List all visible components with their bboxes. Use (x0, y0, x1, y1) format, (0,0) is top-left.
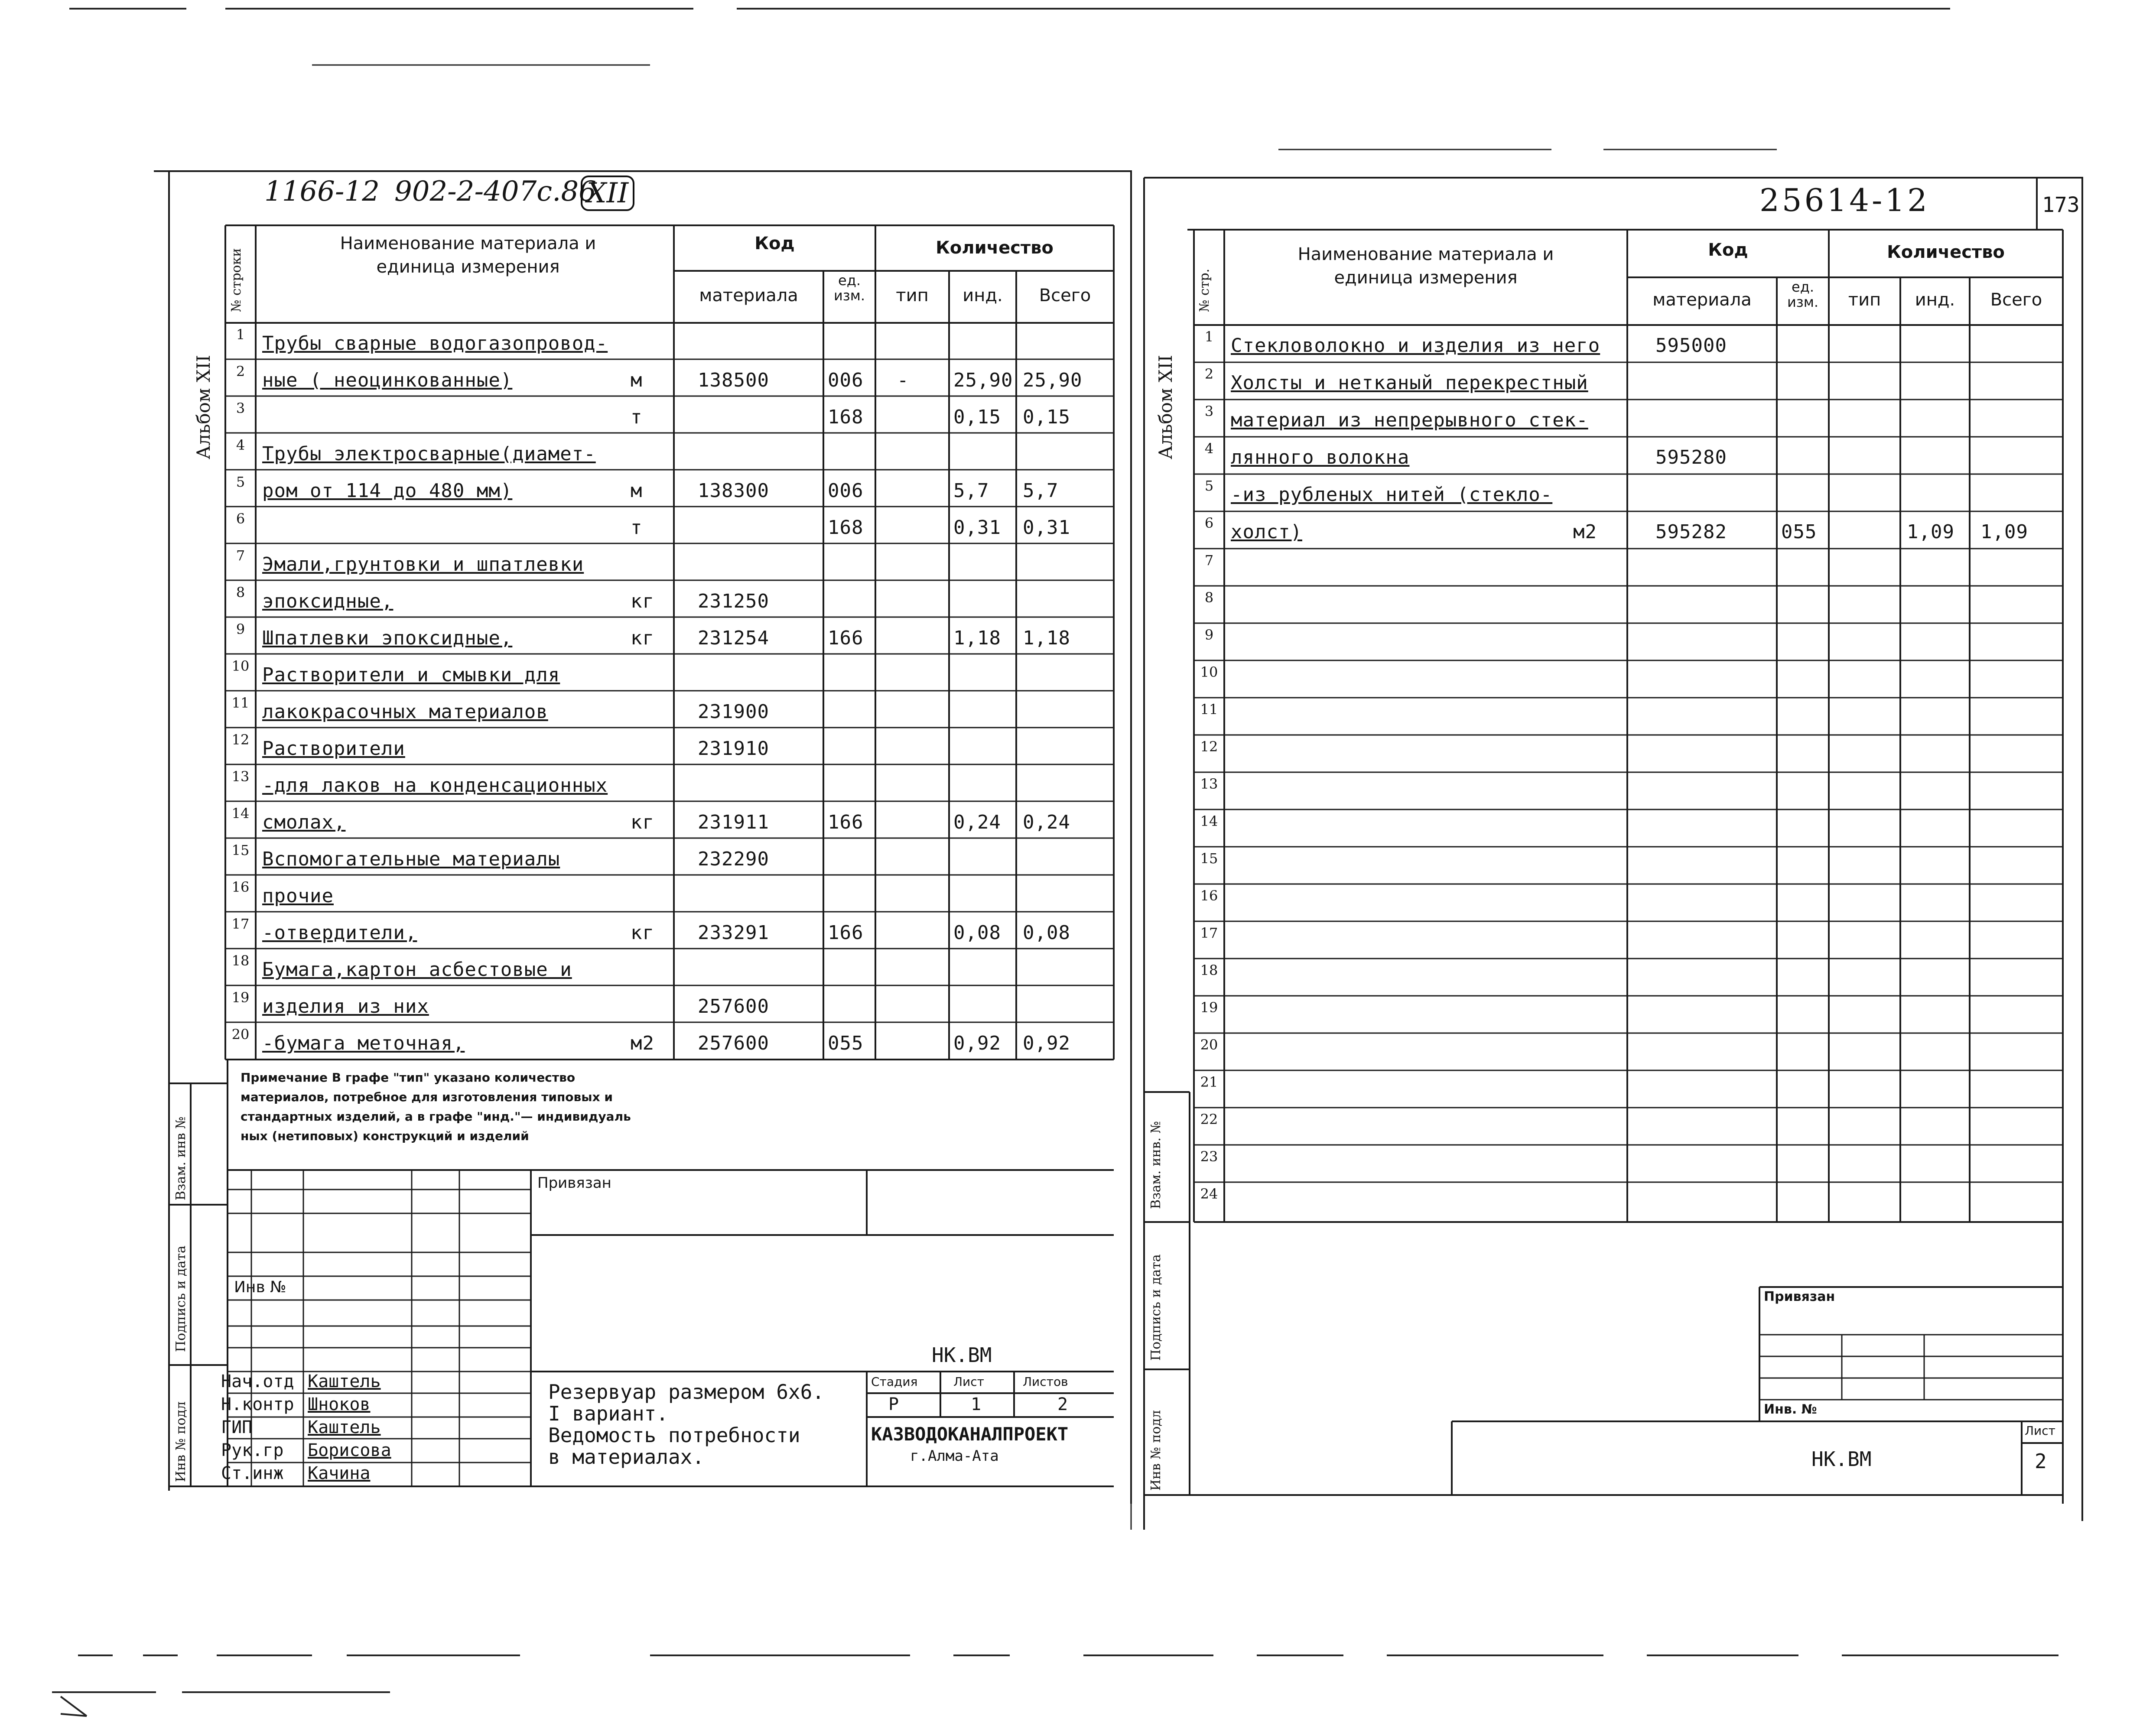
left-doc-number: 1166-12 (264, 176, 380, 208)
left-row-name: Вспомогательные материалы (262, 848, 560, 870)
left-row-unit-code: 055 (828, 1032, 864, 1054)
left-row-qty-total: 25,90 (1023, 369, 1083, 391)
left-vert-label-1: Взам. инв № (173, 1116, 189, 1200)
right-header-code: Код (1708, 240, 1748, 260)
left-row-number: 2 (236, 363, 245, 380)
signature-role: Нач.отд (221, 1372, 294, 1391)
right-row-code: 595282 (1655, 521, 1727, 543)
right-row-number: 11 (1200, 701, 1218, 718)
left-row-name: -бумага меточная, (262, 1032, 465, 1054)
right-row-number: 9 (1204, 627, 1214, 643)
left-vert-label-2: Подпись и дата (173, 1245, 189, 1352)
left-row-name: эпоксидные, (262, 590, 393, 612)
right-row-name: холст) (1231, 521, 1302, 543)
left-row-code: 231250 (698, 590, 769, 612)
left-sheets-header: Листов (1023, 1375, 1068, 1389)
signature-role: Н.контр (221, 1394, 294, 1414)
left-row-name: Растворители (262, 738, 405, 760)
right-row-number: 15 (1200, 850, 1218, 867)
left-row-number: 12 (231, 731, 250, 748)
left-row-unit: кг (631, 811, 654, 833)
left-row-name: ные ( неоцинкованные) (262, 369, 513, 391)
left-album-label: Альбом XII (193, 354, 214, 459)
left-row-code: 233291 (698, 922, 769, 944)
right-row-name: Холсты и нетканый перекрестный (1231, 372, 1588, 394)
right-row-unit-code: 055 (1781, 521, 1817, 543)
right-row-number: 12 (1200, 738, 1218, 755)
left-row-qty-ind: 1,18 (953, 627, 1001, 649)
left-row-name: Растворители и смывки для (262, 664, 560, 686)
right-row-number: 13 (1200, 776, 1218, 792)
right-row-number: 17 (1200, 925, 1218, 941)
right-row-number: 18 (1200, 962, 1218, 978)
left-row-code: 231900 (698, 701, 769, 723)
left-bound-label: Привязан (537, 1174, 611, 1192)
left-row-number: 15 (231, 842, 250, 858)
left-org: КАЗВОДОКАНАЛПРОЕКТ (871, 1424, 1069, 1445)
right-row-number: 21 (1200, 1074, 1218, 1090)
left-row-name: лакокрасочных материалов (262, 701, 548, 723)
left-row-code: 232290 (698, 848, 769, 870)
left-row-number: 16 (231, 879, 250, 895)
left-header-ind: инд. (963, 286, 1003, 306)
left-row-unit-code: 166 (828, 922, 864, 944)
left-row-number: 19 (231, 989, 250, 1006)
right-sheet-number: 2 (2035, 1450, 2047, 1473)
left-row-number: 6 (236, 510, 245, 527)
left-row-number: 13 (231, 768, 250, 785)
right-row-number: 23 (1200, 1148, 1218, 1165)
left-note-4: ных (нетиповых) конструкций и изделий (241, 1129, 529, 1143)
left-header-typ: тип (896, 286, 929, 306)
left-row-code: 257600 (698, 995, 769, 1017)
left-row-name: смолах, (262, 811, 346, 833)
left-row-code: 138300 (698, 480, 769, 502)
left-row-number: 1 (236, 326, 245, 343)
left-vert-label-3: Инв № подл (173, 1401, 189, 1482)
left-row-unit: т (631, 517, 643, 539)
right-header-qty: Количество (1887, 242, 2005, 262)
left-row-unit-code: 168 (828, 517, 864, 539)
left-row-name: Эмали,грунтовки и шпатлевки (262, 553, 584, 575)
left-row-name: Шпатлевки эпоксидные, (262, 627, 513, 649)
left-title-line-3: Ведомость потребности (548, 1424, 800, 1447)
left-row-name: прочие (262, 885, 334, 907)
left-sheet-code: НК.ВМ (932, 1343, 992, 1367)
right-row-number: 7 (1204, 552, 1214, 569)
left-row-name: -для лаков на конденсационных (262, 774, 608, 796)
right-row-name: лянного волокна (1231, 446, 1410, 468)
left-org-city: г.Алма-Ата (910, 1447, 999, 1465)
signature-role: Ст.инж (221, 1463, 284, 1483)
right-row-number: 19 (1200, 999, 1218, 1016)
left-row-qty-total: 0,31 (1023, 517, 1070, 539)
left-row-unit: кг (631, 922, 654, 944)
left-note-2: материалов, потребное для изготовления типовых и (241, 1090, 613, 1104)
left-row-code: 231910 (698, 738, 769, 760)
left-header-total: Всего (1039, 286, 1091, 306)
left-stage-header: Стадия (871, 1375, 918, 1389)
left-row-qty-total: 1,18 (1023, 627, 1070, 649)
left-row-number: 9 (236, 621, 245, 637)
signature-role: Рук.гр (221, 1440, 284, 1460)
left-row-number: 10 (231, 658, 250, 674)
right-header-typ: тип (1848, 290, 1881, 310)
right-row-number: 1 (1204, 328, 1214, 345)
signature-name: Шноков (308, 1394, 371, 1414)
left-row-qty-ind: 0,08 (953, 922, 1001, 944)
signature-name: Каштель (308, 1372, 381, 1391)
right-vert-label-2: Подпись и дата (1148, 1254, 1164, 1361)
left-row-code: 231254 (698, 627, 769, 649)
left-row-unit-code: 166 (828, 627, 864, 649)
left-row-unit-code: 168 (828, 406, 864, 428)
right-row-code: 595280 (1655, 446, 1727, 468)
left-title-line-1: Резервуар размером 6х6. (548, 1380, 824, 1404)
signature-role: ГИП (221, 1417, 253, 1437)
left-stage-value: Р (888, 1394, 899, 1414)
left-header-qty: Количество (936, 238, 1054, 258)
left-row-no-header: № строки (229, 248, 244, 312)
left-row-qty-ind: 5,7 (953, 480, 989, 502)
right-row-number: 6 (1204, 515, 1214, 531)
left-row-unit: м (631, 480, 643, 502)
right-row-unit: м2 (1573, 521, 1597, 543)
left-row-number: 11 (231, 695, 250, 711)
left-row-unit-code: 006 (828, 480, 864, 502)
right-row-name: материал из непрерывного стек- (1231, 409, 1588, 431)
left-row-unit-code: 166 (828, 811, 864, 833)
right-row-name: -из рубленых нитей (стекло- (1231, 484, 1553, 506)
signature-name: Качина (308, 1463, 371, 1483)
right-row-qty-ind: 1,09 (1907, 521, 1954, 543)
left-row-qty-total: 5,7 (1023, 480, 1059, 502)
left-row-qty-total: 0,24 (1023, 811, 1070, 833)
left-row-qty-total: 0,08 (1023, 922, 1070, 944)
right-header-total: Всего (1990, 290, 2042, 310)
left-title-line-4: в материалах. (548, 1445, 705, 1469)
right-header-ind: инд. (1915, 290, 1955, 310)
left-inv-no: Инв № (234, 1278, 286, 1296)
right-row-number: 10 (1200, 664, 1218, 680)
left-row-qty-ind: 0,15 (953, 406, 1001, 428)
left-header-code: Код (754, 234, 795, 254)
left-row-unit-code: 006 (828, 369, 864, 391)
left-header-name: Наименование материала и единица измерения (340, 234, 596, 277)
left-row-number: 18 (231, 952, 250, 969)
left-row-unit: м2 (631, 1032, 654, 1054)
left-row-code: 257600 (698, 1032, 769, 1054)
left-row-code: 138500 (698, 369, 769, 391)
right-row-number: 20 (1200, 1037, 1218, 1053)
right-doc-number: 25614-12 (1759, 182, 1930, 218)
right-row-number: 4 (1204, 440, 1214, 457)
right-sheet-code: НК.ВМ (1811, 1447, 1872, 1471)
left-header-unit: ед. изм. (833, 272, 865, 304)
right-row-name: Стекловолокно и изделия из него (1231, 335, 1600, 357)
right-row-qty-total: 1,09 (1980, 521, 2028, 543)
left-row-number: 17 (231, 916, 250, 932)
right-row-no-header: № стр. (1197, 268, 1212, 312)
left-sheet-value: 1 (971, 1394, 982, 1414)
left-row-number: 7 (236, 547, 245, 564)
right-row-number: 5 (1204, 478, 1214, 494)
left-sheet-header: Лист (953, 1375, 984, 1389)
left-row-qty-typ: - (897, 369, 909, 391)
left-row-unit: кг (631, 590, 654, 612)
left-row-qty-ind: 0,24 (953, 811, 1001, 833)
left-row-qty-total: 0,15 (1023, 406, 1070, 428)
left-series: 902-2-407c.86 (394, 176, 596, 208)
right-row-number: 14 (1200, 813, 1218, 829)
left-sheets-value: 2 (1057, 1394, 1068, 1414)
right-row-number: 3 (1204, 403, 1214, 419)
left-row-number: 8 (236, 584, 245, 601)
right-vert-label-1: Взам. инв. № (1148, 1121, 1164, 1209)
left-row-name: ром от 114 до 480 мм) (262, 480, 513, 502)
right-row-number: 24 (1200, 1186, 1218, 1202)
right-sheet-label: Лист (2025, 1424, 2055, 1438)
right-row-number: 8 (1204, 589, 1214, 606)
right-inv-no: Инв. № (1764, 1402, 1817, 1417)
right-row-number: 16 (1200, 887, 1218, 904)
left-header-code-material: материала (699, 286, 798, 306)
left-row-unit: т (631, 406, 643, 428)
left-row-name: изделия из них (262, 995, 429, 1017)
left-row-qty-ind: 0,31 (953, 517, 1001, 539)
left-row-qty-ind: 25,90 (953, 369, 1013, 391)
left-row-name: Трубы сварные водогазопровод- (262, 332, 608, 354)
left-row-name: -отвердители, (262, 922, 417, 944)
right-header-code-material: материала (1652, 290, 1752, 310)
right-row-number: 22 (1200, 1111, 1218, 1128)
left-row-qty-total: 0,92 (1023, 1032, 1070, 1054)
left-row-number: 20 (231, 1026, 250, 1043)
left-row-name: Бумага,картон асбестовые и (262, 959, 572, 981)
left-row-unit: м (631, 369, 643, 391)
left-row-number: 14 (231, 805, 250, 822)
left-row-unit: кг (631, 627, 654, 649)
right-page-number: 173 (2042, 193, 2080, 217)
right-row-code: 595000 (1655, 335, 1727, 357)
right-vert-label-3: Инв № подл (1148, 1410, 1164, 1491)
left-note-1: Примечание В графе "тип" указано количество (241, 1070, 576, 1085)
right-header-unit: ед. изм. (1787, 279, 1819, 311)
left-title-line-2: I вариант. (548, 1402, 668, 1425)
left-row-name: Трубы электросварные(диамет- (262, 443, 596, 465)
left-row-number: 5 (236, 474, 245, 490)
signature-name: Борисова (308, 1440, 391, 1460)
right-bound-label: Привязан (1764, 1289, 1835, 1304)
left-album-code: XII (581, 176, 634, 211)
left-note-3: стандартных изделий, а в графе "инд."— индивидуаль (241, 1109, 631, 1124)
left-row-code: 231911 (698, 811, 769, 833)
right-header-name: Наименование материала и единица измерения (1298, 244, 1554, 288)
left-row-number: 4 (236, 437, 245, 453)
right-row-number: 2 (1204, 366, 1214, 382)
left-row-number: 3 (236, 400, 245, 416)
left-row-qty-ind: 0,92 (953, 1032, 1001, 1054)
right-album-label: Альбом XII (1155, 354, 1176, 459)
signature-name: Каштель (308, 1417, 381, 1437)
